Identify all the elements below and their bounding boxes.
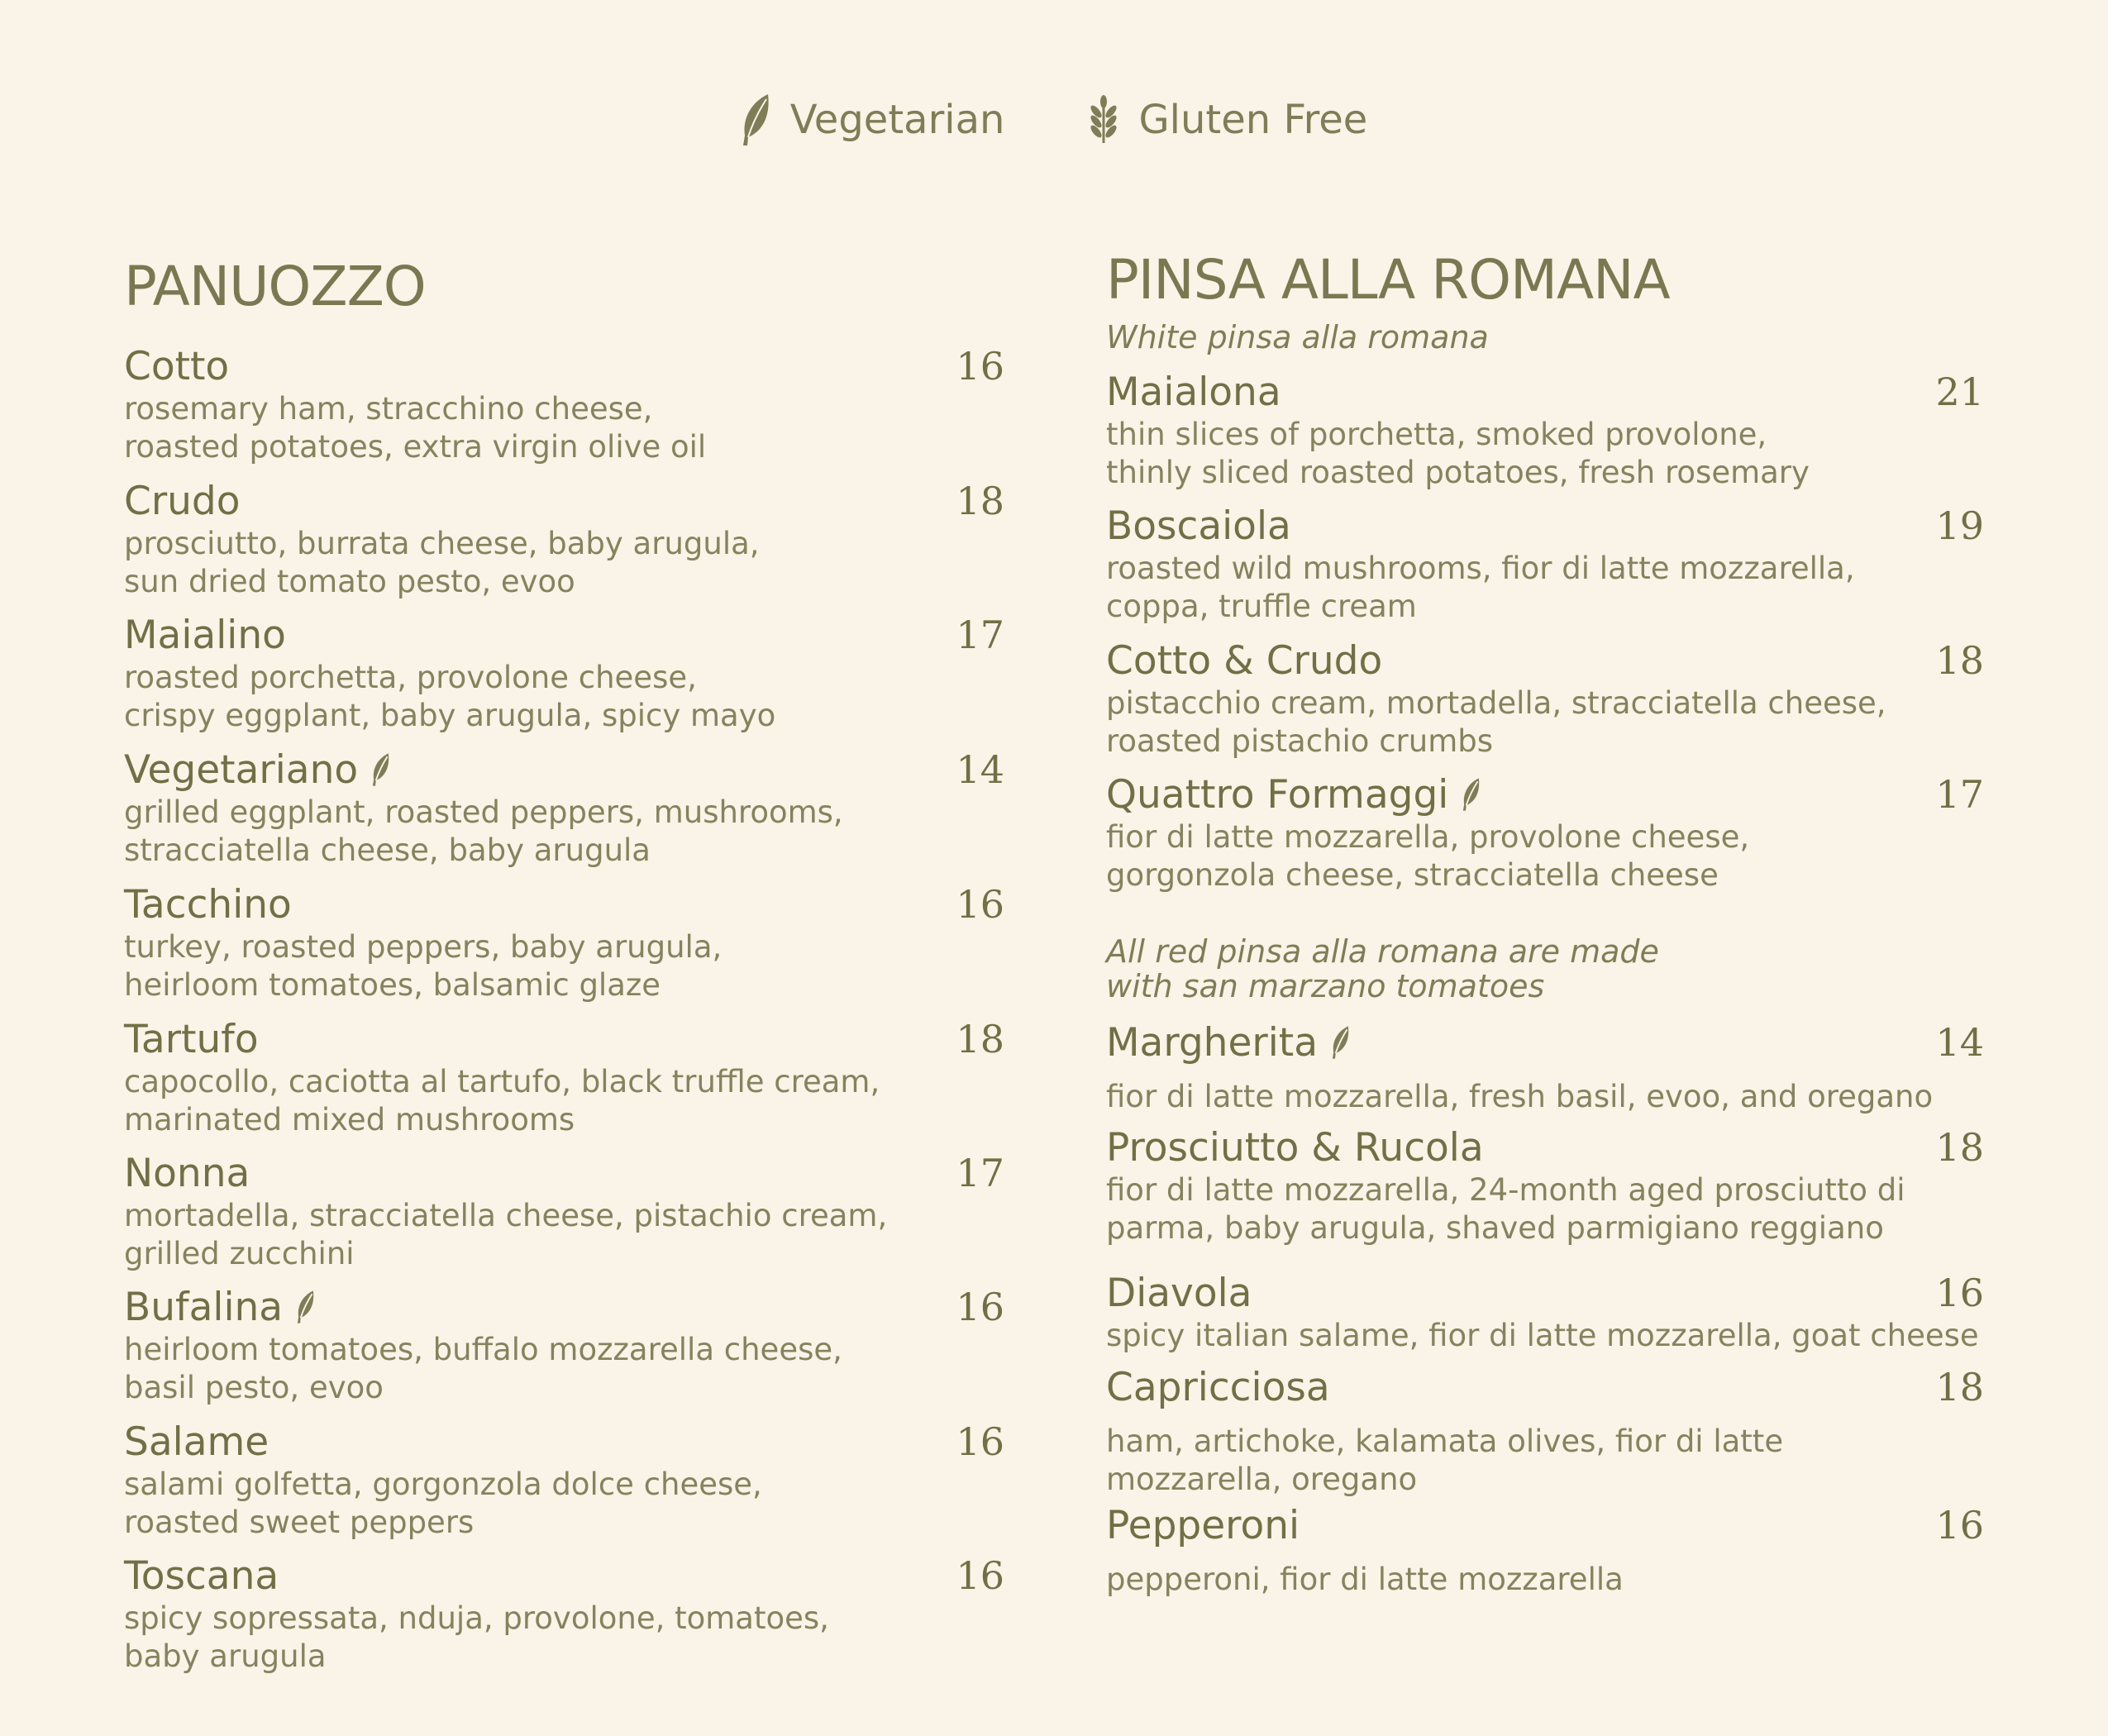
item-price: 14 [1935, 1020, 1984, 1065]
item-price: 18 [1935, 638, 1984, 683]
section-title-pinsa: PINSA ALLA ROMANA [1106, 248, 1670, 312]
item-price: 17 [956, 613, 1004, 657]
legend-vegetarian-label: Vegetarian [789, 97, 1005, 143]
item-price: 16 [956, 344, 1004, 389]
item-description: heirloom tomatoes, buffalo mozzarella cheese, [124, 1332, 842, 1367]
item-price: 14 [956, 747, 1004, 792]
menu-item [1106, 368, 1984, 492]
item-description: crispy eggplant, baby arugula, spicy mayo [124, 698, 776, 733]
item-price: 18 [1935, 1125, 1984, 1170]
item-name: Salame [124, 1419, 269, 1465]
item-description: gorgonzola cheese, stracciatella cheese [1106, 857, 1719, 893]
item-price: 16 [1935, 1503, 1984, 1548]
legend-gluten-free [1087, 95, 1367, 145]
item-name: Tartufo [124, 1016, 259, 1062]
item-name-row [1106, 1020, 1351, 1066]
item-description: roasted pistachio crumbs [1106, 723, 1494, 759]
item-name: Cotto & Crudo [1106, 637, 1383, 684]
item-description: spicy italian salame, fior di latte mozzarella, goat cheese [1106, 1318, 1979, 1353]
item-price: 18 [956, 479, 1004, 523]
item-price: 16 [1935, 1271, 1984, 1315]
item-price: 16 [956, 882, 1004, 927]
item-name-row [124, 1285, 316, 1330]
item-description: mortadella, stracciatella cheese, pistachio cream, [124, 1198, 888, 1233]
item-description: parma, baby arugula, shaved parmigiano reggiano [1106, 1210, 1884, 1246]
item-price: 19 [1935, 503, 1984, 548]
item-description: grilled eggplant, roasted peppers, mushrooms, [124, 794, 843, 830]
item-name: Diavola [1106, 1270, 1252, 1316]
menu-item [124, 1418, 1004, 1542]
item-description: roasted porchetta, provolone cheese, [124, 660, 697, 695]
section-title-panuozzo: PANUOZZO [124, 255, 426, 318]
menu-item [1106, 1363, 1984, 1499]
menu-item [124, 611, 1004, 735]
menu-item [1106, 1269, 1984, 1355]
item-price: 21 [1935, 370, 1984, 414]
item-name: Maialona [1106, 369, 1281, 415]
item-description: basil pesto, evoo [124, 1370, 384, 1405]
menu-item [124, 342, 1004, 466]
item-name: Cotto [124, 343, 230, 389]
item-description: spicy sopressata, nduja, provolone, tomatoes, [124, 1600, 829, 1636]
item-name: Tacchino [124, 881, 292, 928]
legend-gluten-free-label: Gluten Free [1138, 97, 1368, 143]
item-name: Quattro Formaggi [1106, 771, 1449, 818]
menu-item [1106, 1018, 1984, 1116]
item-name: Vegetariano [124, 746, 359, 793]
leaf-icon [741, 93, 772, 147]
item-description: thinly sliced roasted potatoes, fresh rosemary [1106, 455, 1810, 490]
leaf-icon [296, 1290, 316, 1324]
item-description: stracciatella cheese, baby arugula [124, 832, 651, 868]
dietary-legend [0, 93, 2108, 147]
item-description: coppa, truffle cream [1106, 589, 1417, 624]
item-name: Crudo [124, 478, 241, 524]
item-price: 17 [956, 1151, 1004, 1195]
menu-item [1106, 1501, 1984, 1599]
menu-item [1106, 770, 1984, 894]
item-description: heirloom tomatoes, balsamic glaze [124, 967, 661, 1003]
leaf-icon [371, 752, 391, 787]
item-description: prosciutto, burrata cheese, baby arugula, [124, 526, 760, 561]
red-pinsa-note: All red pinsa alla romana are made [1106, 933, 1659, 970]
menu-item [124, 1283, 1004, 1407]
menu-item [124, 1552, 1004, 1676]
menu-item [124, 1149, 1004, 1273]
leaf-icon [1462, 777, 1481, 812]
item-description: baby arugula [124, 1638, 327, 1674]
menu-item [124, 477, 1004, 601]
menu-item [124, 1015, 1004, 1139]
item-description: fior di latte mozzarella, fresh basil, evoo, and oregano [1106, 1079, 1934, 1114]
item-description: roasted sweet peppers [124, 1505, 475, 1540]
item-name: Margherita [1106, 1019, 1318, 1066]
item-description: salami golfetta, gorgonzola dolce cheese, [124, 1467, 762, 1502]
item-description: roasted wild mushrooms, fior di latte mozzarella, [1106, 551, 1855, 586]
item-name: Prosciutto & Rucola [1106, 1124, 1484, 1171]
menu-item [1106, 502, 1984, 626]
item-description: ham, artichoke, kalamata olives, fior di latte [1106, 1424, 1784, 1459]
item-description: grilled zucchini [124, 1236, 355, 1271]
menu-item [124, 880, 1004, 1004]
item-description: thin slices of porchetta, smoked provolone, [1106, 417, 1767, 452]
red-pinsa-note: with san marzano tomatoes [1106, 968, 1545, 1004]
menu-item [1106, 1123, 1984, 1247]
item-name: Toscana [124, 1552, 279, 1599]
item-description: roasted potatoes, extra virgin olive oil [124, 429, 707, 465]
item-description: fior di latte mozzarella, 24-month aged prosciutto di [1106, 1172, 1905, 1208]
menu-item [1106, 637, 1984, 761]
item-description: pistacchio cream, mortadella, stracciatella cheese, [1106, 685, 1886, 721]
item-name: Boscaiola [1106, 503, 1291, 549]
item-description: turkey, roasted peppers, baby arugula, [124, 929, 723, 965]
menu-item [124, 746, 1004, 870]
item-description: fior di latte mozzarella, provolone cheese, [1106, 819, 1750, 855]
item-name: Maialino [124, 612, 286, 658]
item-name-row [1106, 772, 1481, 818]
item-price: 16 [956, 1553, 1004, 1598]
item-price: 18 [956, 1017, 1004, 1061]
item-description: capocollo, caciotta al tartufo, black truffle cream, [124, 1064, 880, 1099]
white-pinsa-note: White pinsa alla romana [1106, 319, 1489, 355]
item-name: Capricciosa [1106, 1364, 1330, 1410]
item-price: 16 [956, 1285, 1004, 1329]
item-price: 18 [1935, 1365, 1984, 1409]
item-description: marinated mixed mushrooms [124, 1102, 575, 1137]
item-description: sun dried tomato pesto, evoo [124, 564, 575, 599]
item-description: mozzarella, oregano [1106, 1462, 1418, 1497]
item-description: pepperoni, fior di latte mozzarella [1106, 1562, 1624, 1597]
item-name-row [124, 747, 391, 793]
leaf-icon [1331, 1025, 1351, 1060]
wheat-icon [1087, 95, 1120, 145]
item-name: Pepperoni [1106, 1502, 1300, 1548]
item-name: Bufalina [124, 1284, 284, 1330]
item-price: 16 [956, 1419, 1004, 1464]
legend-vegetarian [741, 93, 1005, 147]
item-name: Nonna [124, 1150, 250, 1196]
item-price: 17 [1935, 772, 1984, 817]
item-description: rosemary ham, stracchino cheese, [124, 391, 653, 427]
